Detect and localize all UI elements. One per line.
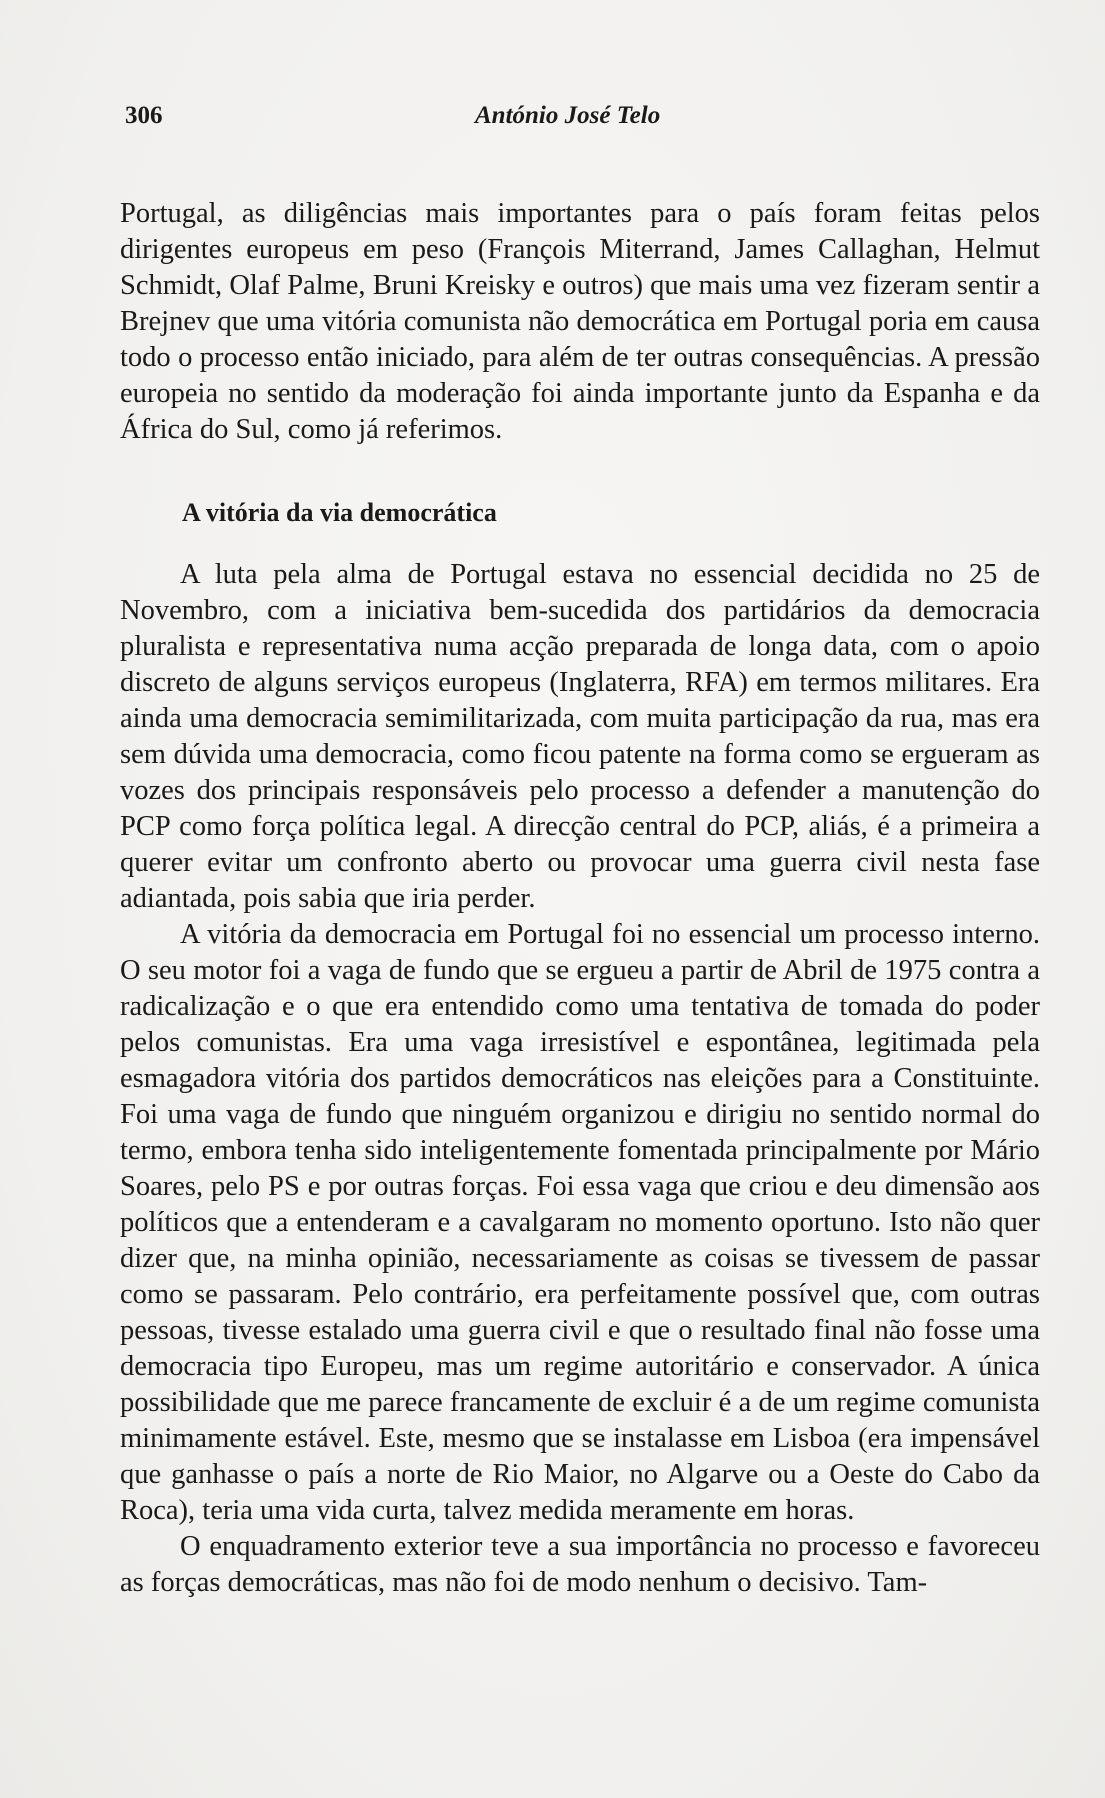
section-heading: A vitória da via democrática xyxy=(182,498,497,527)
running-title: António José Telo xyxy=(475,102,661,129)
paragraph: A luta pela alma de Portugal estava no essencial decidida no 25 de Novembro, com a iniciativa bem-sucedida dos partidários da democracia pluralista e representativa numa acção preparada de longa data, com o apoio discreto de alguns serviços europeus (Inglaterra, RFA) em termos militares. Era ainda uma democracia semimilitarizada, com muita participação da rua, mas era sem dúvida uma democracia, como ficou patente na forma como se ergueram as vozes dos principais responsáveis pelo processo a defender a manutenção do PCP como força política legal. A direcção central do PCP, aliás, é a primeira a querer evitar um confronto aberto ou provocar uma guerra civil nesta fase adiantada, pois sabia que iria perder. xyxy=(120,559,1040,914)
paragraph: A vitória da democracia em Portugal foi no essencial um processo interno. O seu motor foi a vaga de fundo que se ergueu a partir de Abril de 1975 contra a radicalização e o que era entendido como uma tentativa de tomada do poder pelos comunistas. Era uma vaga irresistível e espontânea, legitimada pela esmagadora vitória dos partidos democráticos nas eleições para a Constituinte. Foi uma vaga de fundo que ninguém organizou e dirigiu no sentido normal do termo, embora tenha sido inteligentemente fomentada principalmente por Mário Soares, pelo PS e por outras forças. Foi essa vaga que criou e deu dimensão aos políticos que a entenderam e a cavalgaram no momento oportuno. Isto não quer dizer que, na minha opinião, necessariamente as coisas se tivessem de passar como se passaram. Pelo contrário, era perfeitamente possível que, com outras pessoas, tivesse estalado uma guerra civil e que o resultado final não fosse uma democracia tipo Europeu, mas um regime autoritário e conservador. A única possibilidade que me parece francamente de excluir é a de um regime comunista minimamente estável. Este, mesmo que se instalasse em Lisboa (era impensável que ganhasse o país a norte de Rio Maior, no Algarve ou a Oeste do Cabo da Roca), teria uma vida curta, talvez medida meramente em horas. xyxy=(120,919,1040,1526)
running-header xyxy=(125,102,1085,142)
paragraph: O enquadramento exterior teve a sua importância no processo e favoreceu as forças democráticas, mas não foi de modo nenhum o decisivo. Tam- xyxy=(120,1531,1040,1598)
body-text xyxy=(120,196,1040,1601)
paragraph: Portugal, as diligências mais importantes para o país foram feitas pelos dirigentes europeus em peso (François Miterrand, James Callaghan, Helmut Schmidt, Olaf Palme, Bruni Kreisky e outros) que mais uma vez fizeram sentir a Brejnev que uma vitória comunista não democrática em Portugal poria em causa todo o processo então iniciado, para além de ter outras consequências. A pressão europeia no sentido da moderação foi ainda importante junto da Espanha e da África do Sul, como já referimos. xyxy=(120,198,1040,445)
page-number: 306 xyxy=(125,102,163,129)
